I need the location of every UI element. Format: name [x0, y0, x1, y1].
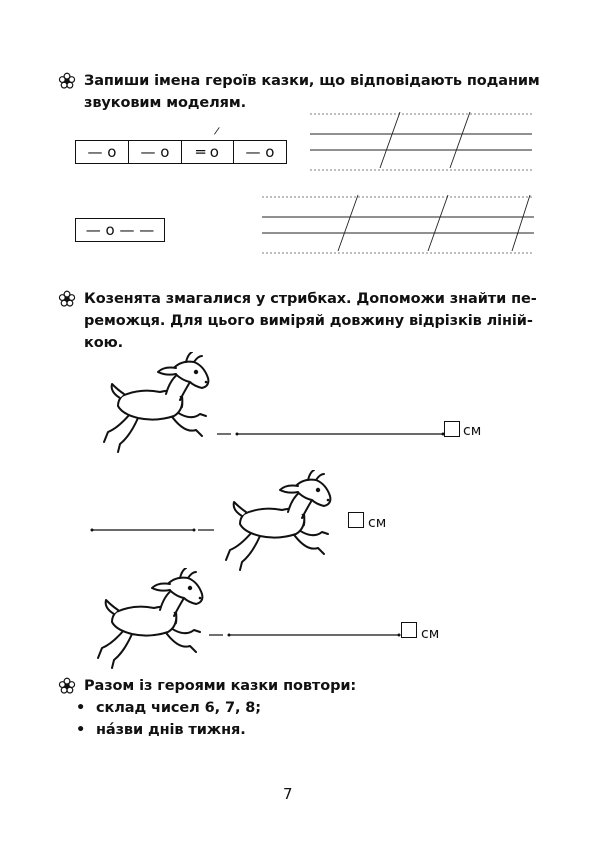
writing-lines-1[interactable] [310, 110, 535, 174]
list-item: • склад чисел 6, 7, 8; [74, 697, 261, 719]
task1-text-line2: звуковим моделям. [84, 95, 247, 111]
task2-text-line1: Козенята змагалися у стрибках. Допоможи знайти пе- [84, 291, 537, 307]
writing-lines-2[interactable] [262, 192, 537, 256]
unit-label-2: см [368, 515, 387, 531]
task3-list [74, 697, 261, 741]
task2-text-line3: кою. [84, 335, 124, 351]
segment-2 [90, 522, 218, 534]
flower-icon [58, 72, 76, 90]
list-item: • на́зви днів тижня. [74, 719, 261, 741]
unit-label-1: см [463, 423, 482, 439]
goat-illustration-2 [222, 470, 338, 576]
flower-icon [58, 290, 76, 308]
sound-model-1 [75, 140, 287, 164]
sound-cell: — о [76, 141, 129, 163]
unit-label-3: см [421, 626, 440, 642]
sound-cell: — о [245, 143, 275, 161]
sound-model-2 [75, 218, 165, 242]
answer-box-3[interactable] [401, 622, 417, 638]
task2-text [84, 288, 554, 354]
sound-cell: — о — — [85, 221, 155, 239]
sound-cell: ═ о [182, 141, 234, 163]
answer-box-2[interactable] [348, 512, 364, 528]
task1-text [84, 70, 554, 114]
stress-mark: / [213, 125, 220, 138]
flower-icon [58, 677, 76, 695]
sound-cell: — о [129, 141, 182, 163]
segment-3 [207, 628, 402, 640]
task3-text: Разом із героями казки повтори: [84, 678, 357, 694]
segment-1 [215, 425, 445, 437]
goat-illustration-3 [94, 568, 210, 674]
page-number: 7 [283, 785, 293, 803]
task2-text-line2: реможця. Для цього виміряй довжину відрізків лінiй- [84, 313, 533, 329]
goat-illustration-1 [100, 352, 216, 458]
task1-text-line1: Запиши імена героїв казки, що відповідають поданим [84, 73, 540, 89]
answer-box-1[interactable] [444, 421, 460, 437]
